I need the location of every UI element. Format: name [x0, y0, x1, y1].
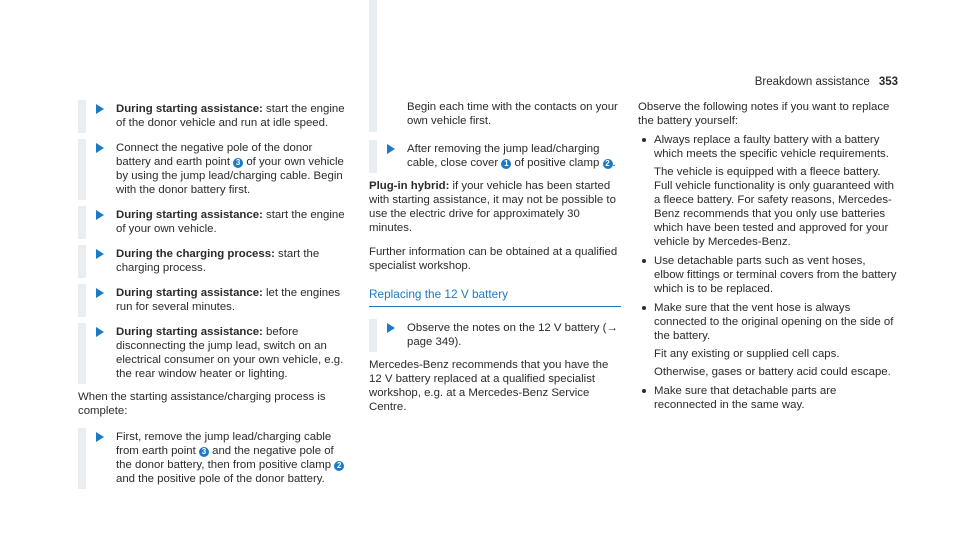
step-arrow-icon	[96, 143, 104, 153]
step-text: .	[612, 157, 616, 169]
step-arrow-icon	[96, 249, 104, 259]
step-text: start the charging process.	[116, 248, 320, 274]
intro-paragraph: Observe the following notes if you want to replace the battery yourself:	[638, 101, 890, 127]
completion-paragraph: When the starting assistance/charging process is complete:	[78, 391, 326, 417]
step-text: of your own vehicle by using the jump lead/charging cable. Begin with the donor battery first.	[116, 156, 344, 196]
note-text: if your vehicle has been started with starting assistance, it may not be possible to use the electric drive for approximately 30 minutes.	[369, 180, 616, 234]
list-item-text: Make sure that detachable parts are reconnected in the same way.	[654, 385, 837, 411]
step-text: Connect the negative pole of the donor battery and earth point	[116, 142, 313, 168]
step-label: During starting assistance:	[116, 103, 263, 115]
instruction-step-continued	[369, 100, 621, 132]
step-text: and the positive pole of the donor battery.	[116, 473, 325, 485]
instruction-step	[78, 245, 348, 278]
column-3	[638, 100, 898, 417]
further-info-paragraph: Further information can be obtained at a qualified specialist workshop.	[369, 246, 618, 272]
instruction-step	[78, 323, 348, 384]
step-text: start the engine of the donor vehicle and run at idle speed.	[116, 103, 345, 129]
list-item	[638, 301, 898, 379]
list-item-text: Use detachable parts such as vent hoses, elbow fittings or terminal covers from the battery which is to be replaced.	[654, 255, 897, 295]
callout-number-icon: 2	[334, 461, 344, 471]
list-item	[638, 133, 898, 249]
callout-number-icon: 1	[501, 159, 511, 169]
step-label: During starting assistance:	[116, 209, 263, 221]
note-label: Plug-in hybrid:	[369, 180, 450, 192]
step-text: After removing the jump lead/charging cable, close cover	[407, 143, 600, 169]
page-number: 353	[878, 76, 898, 88]
step-text: before disconnecting the jump lead, switch on an electrical consumer on your own vehicle, e.g. the rear window heater or lighting.	[116, 326, 344, 380]
list-item-subtext: Otherwise, gases or battery acid could escape.	[654, 366, 891, 378]
step-text: let the engines run for several minutes.	[116, 287, 341, 313]
plugin-hybrid-note	[369, 179, 621, 235]
step-arrow-icon	[96, 104, 104, 114]
list-item-text: Always replace a faulty battery with a battery which meets the specific vehicle requirements.	[654, 134, 889, 160]
step-text: and the negative pole of the donor battery, then from positive clamp	[116, 445, 335, 471]
callout-number-icon: 3	[199, 447, 209, 457]
callout-number-icon: 2	[603, 159, 613, 169]
step-text: First, remove the jump lead/charging cable from earth point	[116, 431, 332, 457]
callout-number-icon: 3	[233, 158, 243, 168]
bullet-list	[638, 133, 898, 412]
step-text: start the engine of your own vehicle.	[116, 209, 345, 235]
step-arrow-icon	[96, 327, 104, 337]
step-text: of positive clamp	[511, 157, 603, 169]
step-label: During starting assistance:	[116, 326, 263, 338]
step-arrow-icon	[96, 432, 104, 442]
instruction-step	[78, 284, 348, 317]
instruction-step	[369, 140, 621, 173]
list-item-text: Make sure that the vent hose is always connected to the original opening on the side of the battery.	[654, 302, 894, 342]
instruction-step	[78, 206, 348, 239]
step-arrow-icon	[96, 288, 104, 298]
recommendation-paragraph: Mercedes-Benz recommends that you have the 12 V battery replaced at a qualified specialist workshop, e.g. at a Mercedes-Benz Service Centre.	[369, 359, 609, 413]
instruction-step	[78, 428, 348, 489]
step-label: During the charging process:	[116, 248, 275, 260]
step-text: Observe the notes on the 12 V battery (→ page 349).	[407, 322, 618, 348]
section-heading: Replacing the 12 V battery	[369, 287, 621, 307]
list-item-subtext: Fit any existing or supplied cell caps.	[654, 348, 840, 360]
instruction-step	[78, 100, 348, 133]
instruction-step	[78, 139, 348, 200]
list-item	[638, 254, 898, 296]
list-item-subtext: The vehicle is equipped with a fleece battery. Full vehicle functionality is only guaranteed with a fleece battery. For safety reasons, Mercedes-Benz recommends that you only use batteries which have been tested and approved for your vehicle by Mercedes-Benz.	[654, 166, 894, 248]
section-title-header: Breakdown assistance	[754, 76, 870, 88]
step-arrow-icon	[96, 210, 104, 220]
step-text: Begin each time with the contacts on your own vehicle first.	[407, 101, 618, 127]
list-item	[638, 384, 898, 412]
step-arrow-icon	[387, 323, 395, 333]
column-2	[369, 100, 621, 424]
instruction-step	[369, 319, 621, 352]
page-header	[755, 76, 898, 88]
column-1	[78, 100, 348, 495]
step-label: During starting assistance:	[116, 287, 263, 299]
step-arrow-icon	[387, 144, 395, 154]
